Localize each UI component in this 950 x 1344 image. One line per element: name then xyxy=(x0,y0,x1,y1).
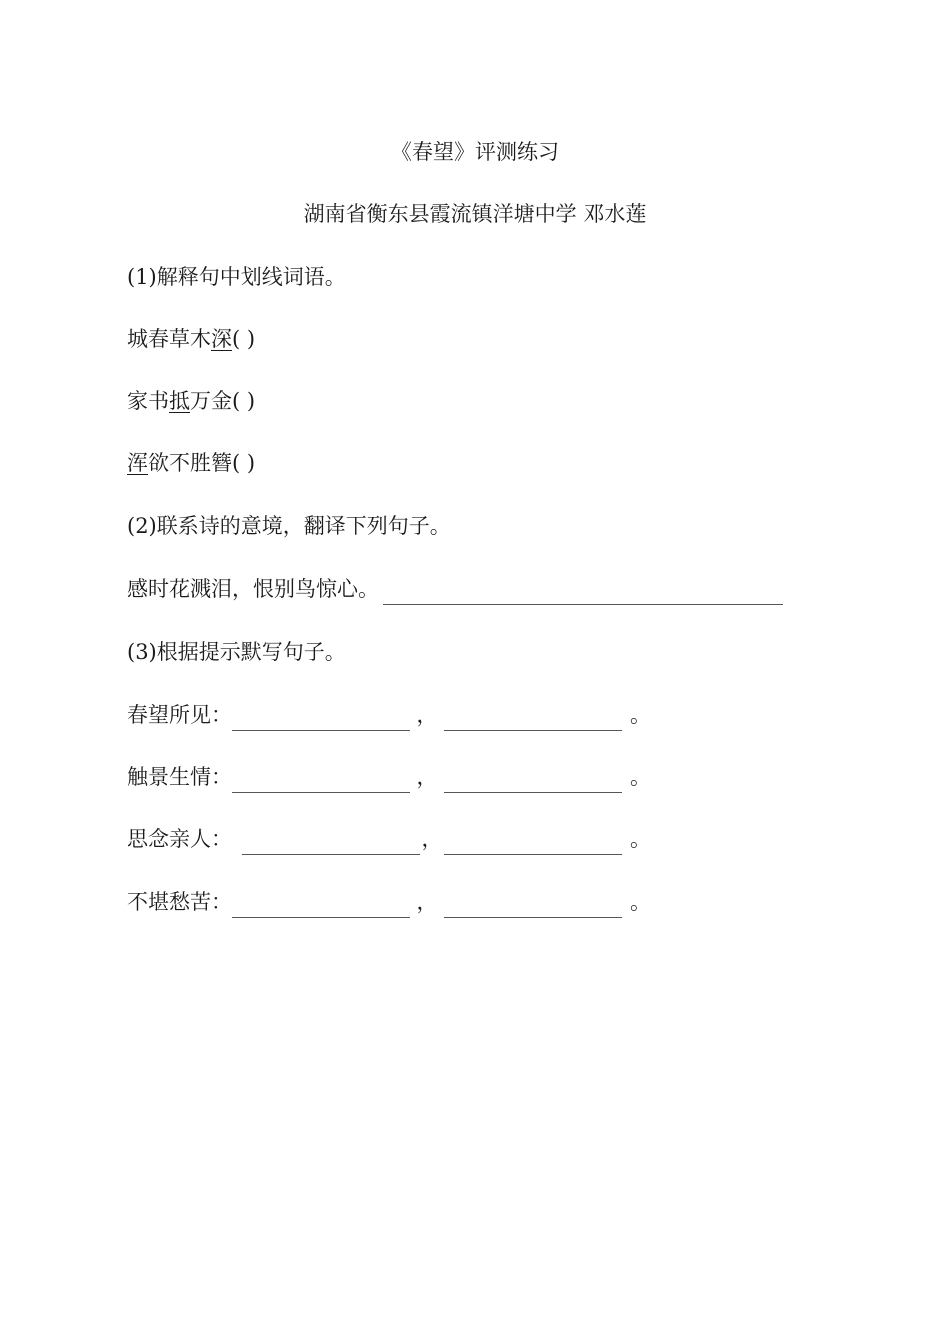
q3-item-3 xyxy=(127,823,651,855)
page-title: 《春望》评测练习 xyxy=(391,140,559,164)
q1-item-2-underlined-word: 抵 xyxy=(169,389,190,413)
q3-item-1-period: 。 xyxy=(630,703,651,727)
q3-item-3-comma: ， xyxy=(421,827,443,851)
q3-item-4-blank-2[interactable] xyxy=(444,895,622,918)
q3-item-1-comma: ， xyxy=(416,703,438,727)
q2-sentence: 感时花溅泪，恨别鸟惊心。 xyxy=(127,577,379,601)
q3-item-1-label: 春望所见： xyxy=(127,703,232,727)
q3-item-3-period: 。 xyxy=(630,827,651,851)
q3-item-1-blank-1[interactable] xyxy=(232,708,410,731)
q3-item-2-blank-2[interactable] xyxy=(444,770,622,793)
q3-item-1-blank-2[interactable] xyxy=(444,708,622,731)
q3-item-2-period: 。 xyxy=(630,765,651,789)
q3-item-4 xyxy=(127,886,651,918)
q2-answer-blank[interactable] xyxy=(383,582,783,605)
q3-item-3-blank-1[interactable] xyxy=(242,832,420,855)
q1-item-1 xyxy=(127,323,255,355)
q3-item-3-blank-2[interactable] xyxy=(444,832,622,855)
q3-item-2-comma: ， xyxy=(416,765,438,789)
q3-item-2 xyxy=(127,761,651,793)
q1-item-2 xyxy=(127,385,255,417)
q3-item-4-period: 。 xyxy=(630,890,651,914)
q3-item-4-label: 不堪愁苦： xyxy=(127,890,232,914)
q3-item-2-blank-1[interactable] xyxy=(232,770,410,793)
q1-item-3 xyxy=(127,447,255,479)
q3-item-1 xyxy=(127,699,651,731)
q1-item-1-underlined-word: 深 xyxy=(211,327,232,351)
q3-item-2-label: 触景生情： xyxy=(127,765,232,789)
question-3-prompt: (3)根据提示默写句子。 xyxy=(127,640,346,664)
author-line: 湖南省衡东县霞流镇洋塘中学 邓水莲 xyxy=(303,202,647,226)
q3-item-4-comma: ， xyxy=(416,890,438,914)
q1-item-2-before: 家书 xyxy=(127,389,169,413)
q1-item-1-after: ( ) xyxy=(232,327,256,351)
q3-item-4-blank-1[interactable] xyxy=(232,895,410,918)
question-2-prompt: (2)联系诗的意境，翻译下列句子。 xyxy=(127,514,451,538)
q1-item-3-underlined-word: 浑 xyxy=(127,451,148,475)
q1-item-3-after: 欲不胜簪( ) xyxy=(148,451,256,475)
q1-item-2-after: 万金( ) xyxy=(190,389,256,413)
q3-item-3-label: 思念亲人： xyxy=(127,827,232,851)
q1-item-1-before: 城春草木 xyxy=(127,327,211,351)
q2-sentence-line xyxy=(127,573,783,605)
question-1-prompt: (1)解释句中划线词语。 xyxy=(127,265,346,289)
